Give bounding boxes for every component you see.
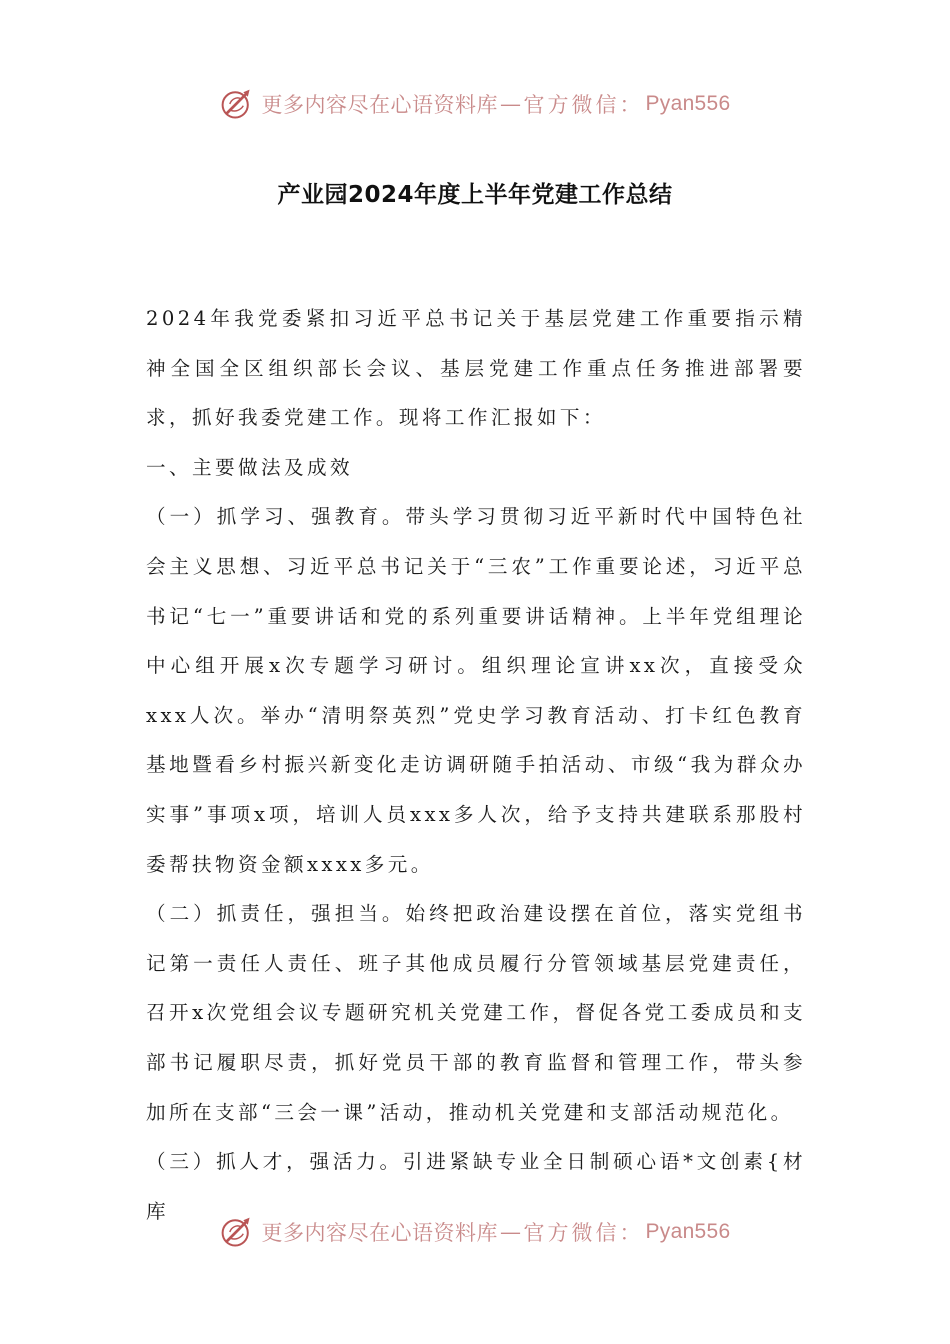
section-heading: 一、主要做法及成效 [146,455,353,479]
header-banner-text: 更多内容尽在心语资料库 [261,93,498,117]
footer-banner-text: 更多内容尽在心语资料库 [261,1221,498,1245]
pen-logo-icon [219,86,255,122]
header-watermark-banner [0,84,950,124]
header-banner-wechat-label: 官方微信： [523,93,644,117]
body-paragraph: （一）抓学习、强教育。带头学习贯彻习近平新时代中国特色社会主义思想、习近平总书记关于“三农”工作重要论述，习近平总书记“七一”重要讲话和党的系列重要讲话精神。上半年党组理论中心组开展x次专题学习研讨。组织理论宣讲xx次，直接受众xxx人次。举办“清明祭英烈”党史学习教育活动、打卡红色教育基地暨看乡村振兴新变化走访调研随手拍活动、市级“我为群众办实事”事项x项，培训人员xxx多人次，给予支持共建联系那股村委帮扶物资金额xxxx多元。 [146,505,806,876]
footer-banner-wechat-id: Pyan556 [645,1220,731,1243]
document-body [146,294,806,1236]
body-paragraph: （二）抓责任，强担当。始终把政治建设摆在首位，落实党组书记第一责任人责任、班子其他成员履行分管领域基层党建责任，召开x次党组会议专题研究机关党建工作，督促各党工委成员和支部书记履职尽责，抓好党员干部的教育监督和管理工作，带头参加所在支部“三会一课”活动，推动机关党建和支部活动规范化。 [146,902,806,1124]
body-paragraph: （三）抓人才，强活力。引进紧缺专业全日制硕心语*文创素{材库 [146,1150,806,1223]
header-banner-dash: — [499,92,522,116]
header-banner-wechat-id: Pyan556 [645,92,731,115]
pen-logo-icon [219,1214,255,1250]
document-title: 产业园2024年度上半年党建工作总结 [277,182,673,208]
footer-banner-wechat-label: 官方微信： [523,1221,644,1245]
body-paragraph: 2024年我党委紧扣习近平总书记关于基层党建工作重要指示精神全国全区组织部长会议、基层党建工作重点任务推进部署要求，抓好我委党建工作。现将工作汇报如下： [146,307,806,430]
footer-banner-dash: — [499,1220,522,1244]
footer-watermark-banner [0,1212,950,1252]
